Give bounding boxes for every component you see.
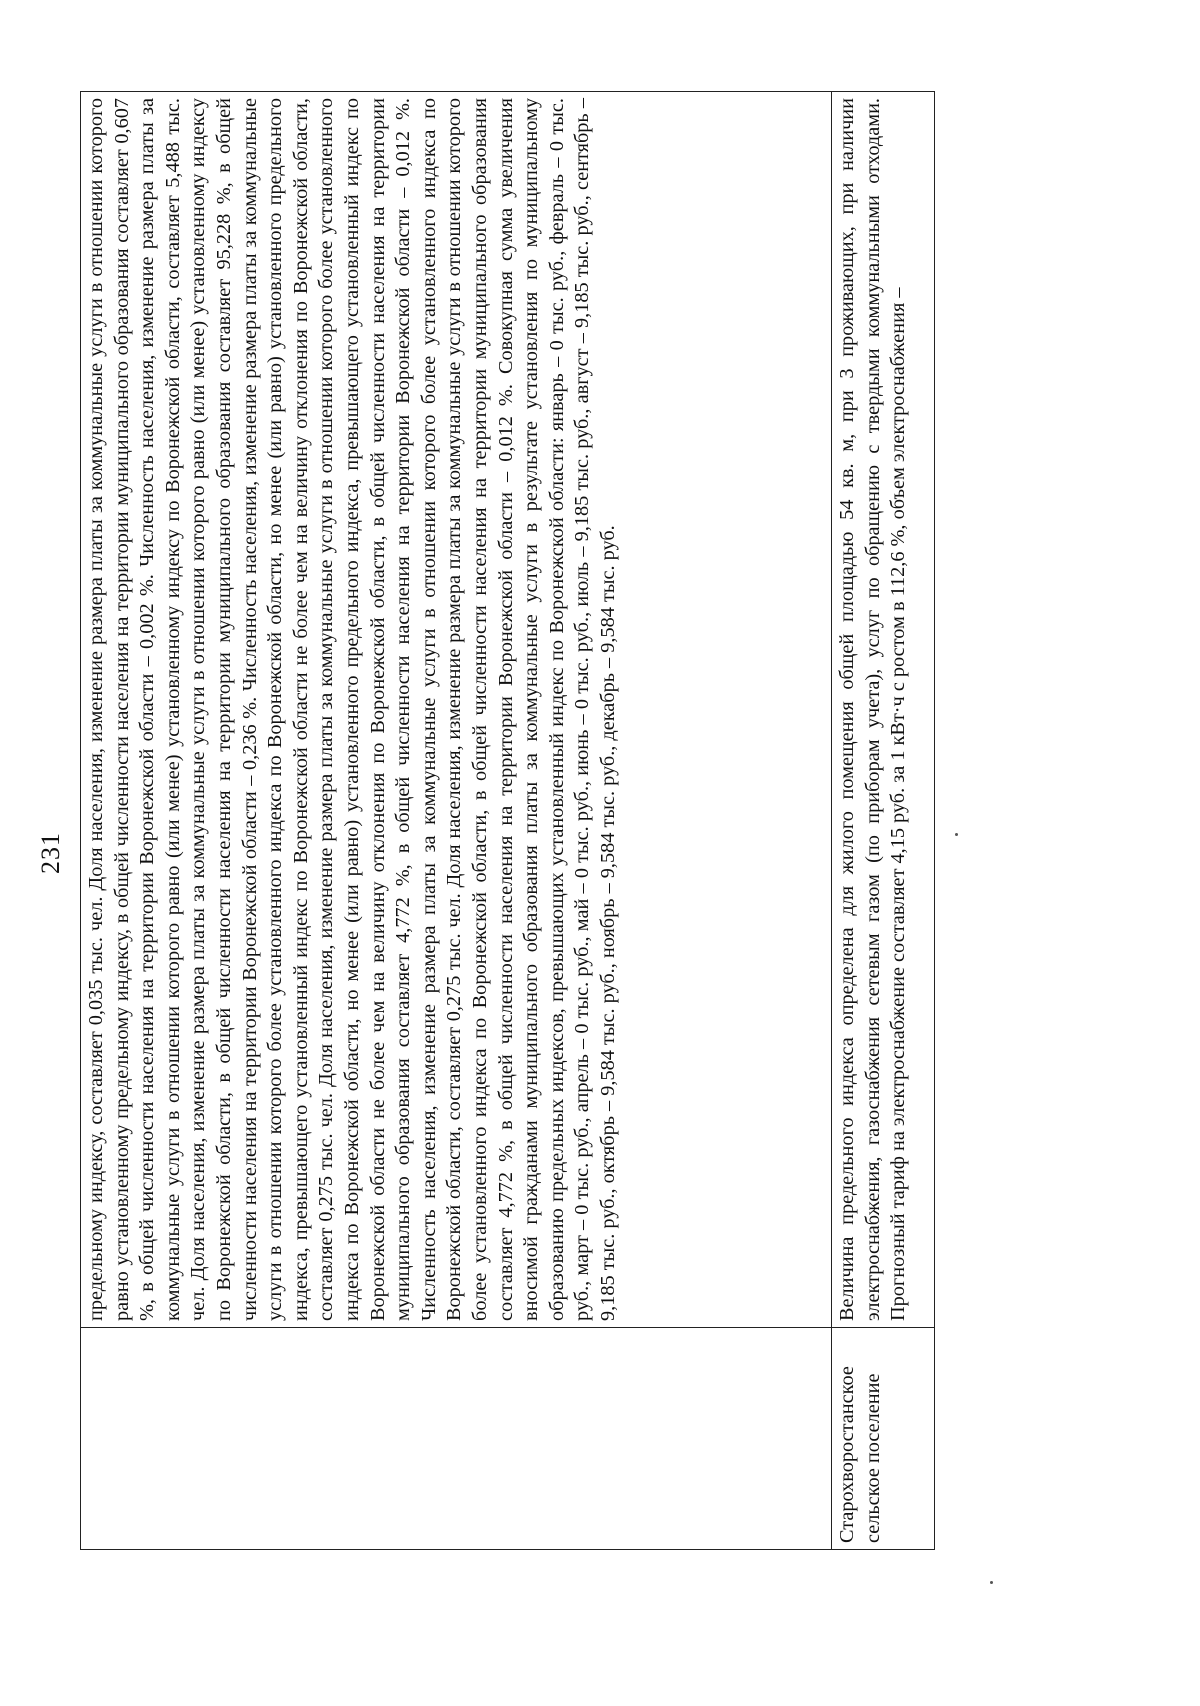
description-cell: Величина предельного индекса определена для жилого помещения общей площадью 54 кв. м, при 3 проживающих, при наличии электроснабжения, газоснабжения сетевым газом (по приборам учета), услуг по обращению с твердыми коммунальными отходами. Прогнозный тариф на электроснабжение составляет 4,15 руб. за 1 кВт·ч с ростом в 112,6 %, объем электроснабжения – bbox=[832, 92, 935, 1328]
description-cell: предельному индексу, составляет 0,035 тыс. чел. Доля населения, изменение размера платы за коммунальные услуги в отношении которого равно установленному предельному индексу, в общей численности населения на территории муниципального образования составляет 0,607 %, в общей численности населения на территории Воронежской области – 0,002 %. Численность населения, изменение размера платы за коммунальные услуги в отношении которого равно (или менее) установленному индексу по Воронежской области, составляет 5,488 тыс. чел. Доля населения, изменение размера платы за коммунальные услуги в отношении которого равно (или менее) установленному индексу по Воронежской области, в общей численности населения на территории муниципального образования составляет 95,228 %, в общей численности населения на территории Воронежской области – 0,236 %. Численность населения, изменение размера платы за коммунальные услуги в отношении которого более установленного индекса по Воронежской области, но менее (или равно) установленного предельного индекса, превышающего установленный индекс по Воронежской области не более чем на величину отклонения по Воронежской области, составляет 0,275 тыс. чел. Доля населения, изменение размера платы за коммунальные услуги в отношении которого более установленного индекса по Воронежской области, но менее (или равно) установленного предельного индекса, превышающего установленный индекс по Воронежской области не более чем на величину отклонения по Воронежской области, в общей численности населения на территории муниципального образования составляет 4,772 %, в общей численности населения на территории Воронежской области – 0,012 %. Численность населения, изменение размера платы за коммунальные услуги в отношении которого более установленного индекса по Воронежской области, составляет 0,275 тыс. чел. Доля населения, изменение размера платы за коммунальные услуги в отношении которого более установленного индекса по Воронежской области, в общей численности населения на территории муниципального образования составляет 4,772 %, в общей численности населения на территории Воронежской области – 0,012 %. Совокупная сумма увеличения вносимой гражданами муниципального образования платы за коммунальные услуги в результате установления по муниципальному образованию предельных индексов, превышающих установленный индекс по Воронежской области: январь – 0 тыс. руб., февраль – 0 тыс. руб., март – 0 тыс. руб., апрель – 0 тыс. руб., май – 0 тыс. руб., июнь – 0 тыс. руб., июль – 9,185 тыс. руб., август – 9,185 тыс. руб., сентябрь – 9,185 тыс. руб., октябрь – 9,584 тыс. руб., ноябрь – 9,584 тыс. руб., декабрь – 9,584 тыс. руб. bbox=[81, 92, 832, 1328]
municipality-name-cell: Старохворостанское сельское поселение bbox=[832, 1328, 935, 1550]
table-row bbox=[81, 92, 832, 1550]
scan-dot-mark bbox=[990, 1581, 993, 1584]
page-number: 231 bbox=[36, 832, 65, 874]
municipality-name-cell bbox=[81, 1328, 832, 1550]
table-row bbox=[832, 92, 935, 1550]
scan-dot-mark bbox=[955, 833, 958, 836]
municipal-index-table bbox=[80, 91, 935, 1550]
